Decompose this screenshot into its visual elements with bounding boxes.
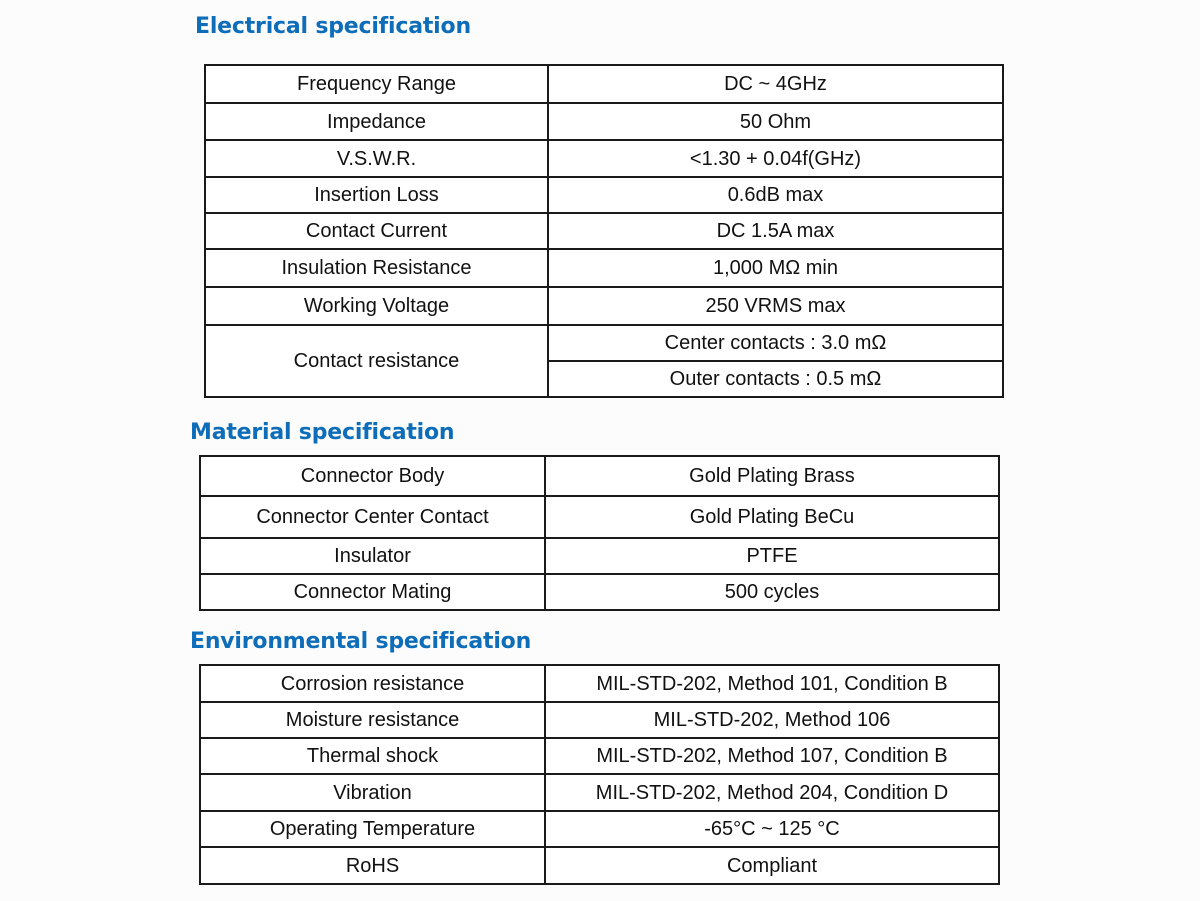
value-cell: DC 1.5A max bbox=[548, 213, 1003, 249]
value-cell: DC ~ 4GHz bbox=[548, 65, 1003, 103]
param-cell: Insulation Resistance bbox=[205, 249, 548, 287]
value-cell: 250 VRMS max bbox=[548, 287, 1003, 325]
center-contact-value: Center contacts : 3.0 mΩ bbox=[548, 325, 1003, 361]
table-row bbox=[200, 702, 999, 738]
value-cell: MIL-STD-202, Method 106 bbox=[545, 702, 999, 738]
electrical-spec-table bbox=[204, 64, 1004, 398]
table-row bbox=[200, 574, 999, 610]
table-row bbox=[200, 847, 999, 884]
table-row bbox=[200, 665, 999, 702]
value-cell: Compliant bbox=[545, 847, 999, 884]
table-row bbox=[200, 538, 999, 574]
table-row bbox=[205, 213, 1003, 249]
material-spec-table bbox=[199, 455, 1000, 611]
value-cell: PTFE bbox=[545, 538, 999, 574]
table-row bbox=[200, 738, 999, 774]
param-cell: Corrosion resistance bbox=[200, 665, 545, 702]
param-cell: Insertion Loss bbox=[205, 177, 548, 213]
param-cell: Thermal shock bbox=[200, 738, 545, 774]
param-cell: V.S.W.R. bbox=[205, 140, 548, 177]
outer-contact-value: Outer contacts : 0.5 mΩ bbox=[548, 361, 1003, 397]
table-row bbox=[205, 325, 1003, 361]
electrical-spec-title: Electrical specification bbox=[195, 14, 471, 39]
param-cell: Insulator bbox=[200, 538, 545, 574]
environmental-spec-title: Environmental specification bbox=[190, 629, 532, 654]
value-cell: 50 Ohm bbox=[548, 103, 1003, 140]
param-cell: Vibration bbox=[200, 774, 545, 811]
value-cell: -65°C ~ 125 °C bbox=[545, 811, 999, 847]
value-cell: 0.6dB max bbox=[548, 177, 1003, 213]
table-row bbox=[205, 249, 1003, 287]
table-row bbox=[200, 811, 999, 847]
table-row bbox=[205, 287, 1003, 325]
param-cell: Moisture resistance bbox=[200, 702, 545, 738]
param-cell: Connector Center Contact bbox=[200, 496, 545, 538]
value-cell: 500 cycles bbox=[545, 574, 999, 610]
table-row bbox=[205, 103, 1003, 140]
value-cell: MIL-STD-202, Method 101, Condition B bbox=[545, 665, 999, 702]
param-cell: Operating Temperature bbox=[200, 811, 545, 847]
param-cell: Contact Current bbox=[205, 213, 548, 249]
value-cell: <1.30 + 0.04f(GHz) bbox=[548, 140, 1003, 177]
value-cell: MIL-STD-202, Method 107, Condition B bbox=[545, 738, 999, 774]
param-cell: RoHS bbox=[200, 847, 545, 884]
param-cell: Connector Mating bbox=[200, 574, 545, 610]
environmental-spec-table bbox=[199, 664, 1000, 885]
param-cell: Frequency Range bbox=[205, 65, 548, 103]
value-cell: Gold Plating BeCu bbox=[545, 496, 999, 538]
table-row bbox=[200, 456, 999, 496]
value-cell: Gold Plating Brass bbox=[545, 456, 999, 496]
param-cell: Working Voltage bbox=[205, 287, 548, 325]
table-row bbox=[205, 140, 1003, 177]
material-spec-title: Material specification bbox=[190, 420, 455, 445]
contact-resistance-label: Contact resistance bbox=[205, 325, 548, 397]
param-cell: Connector Body bbox=[200, 456, 545, 496]
table-row bbox=[205, 65, 1003, 103]
value-cell: MIL-STD-202, Method 204, Condition D bbox=[545, 774, 999, 811]
table-row bbox=[205, 177, 1003, 213]
table-row bbox=[200, 496, 999, 538]
table-row bbox=[200, 774, 999, 811]
param-cell: Impedance bbox=[205, 103, 548, 140]
value-cell: 1,000 MΩ min bbox=[548, 249, 1003, 287]
